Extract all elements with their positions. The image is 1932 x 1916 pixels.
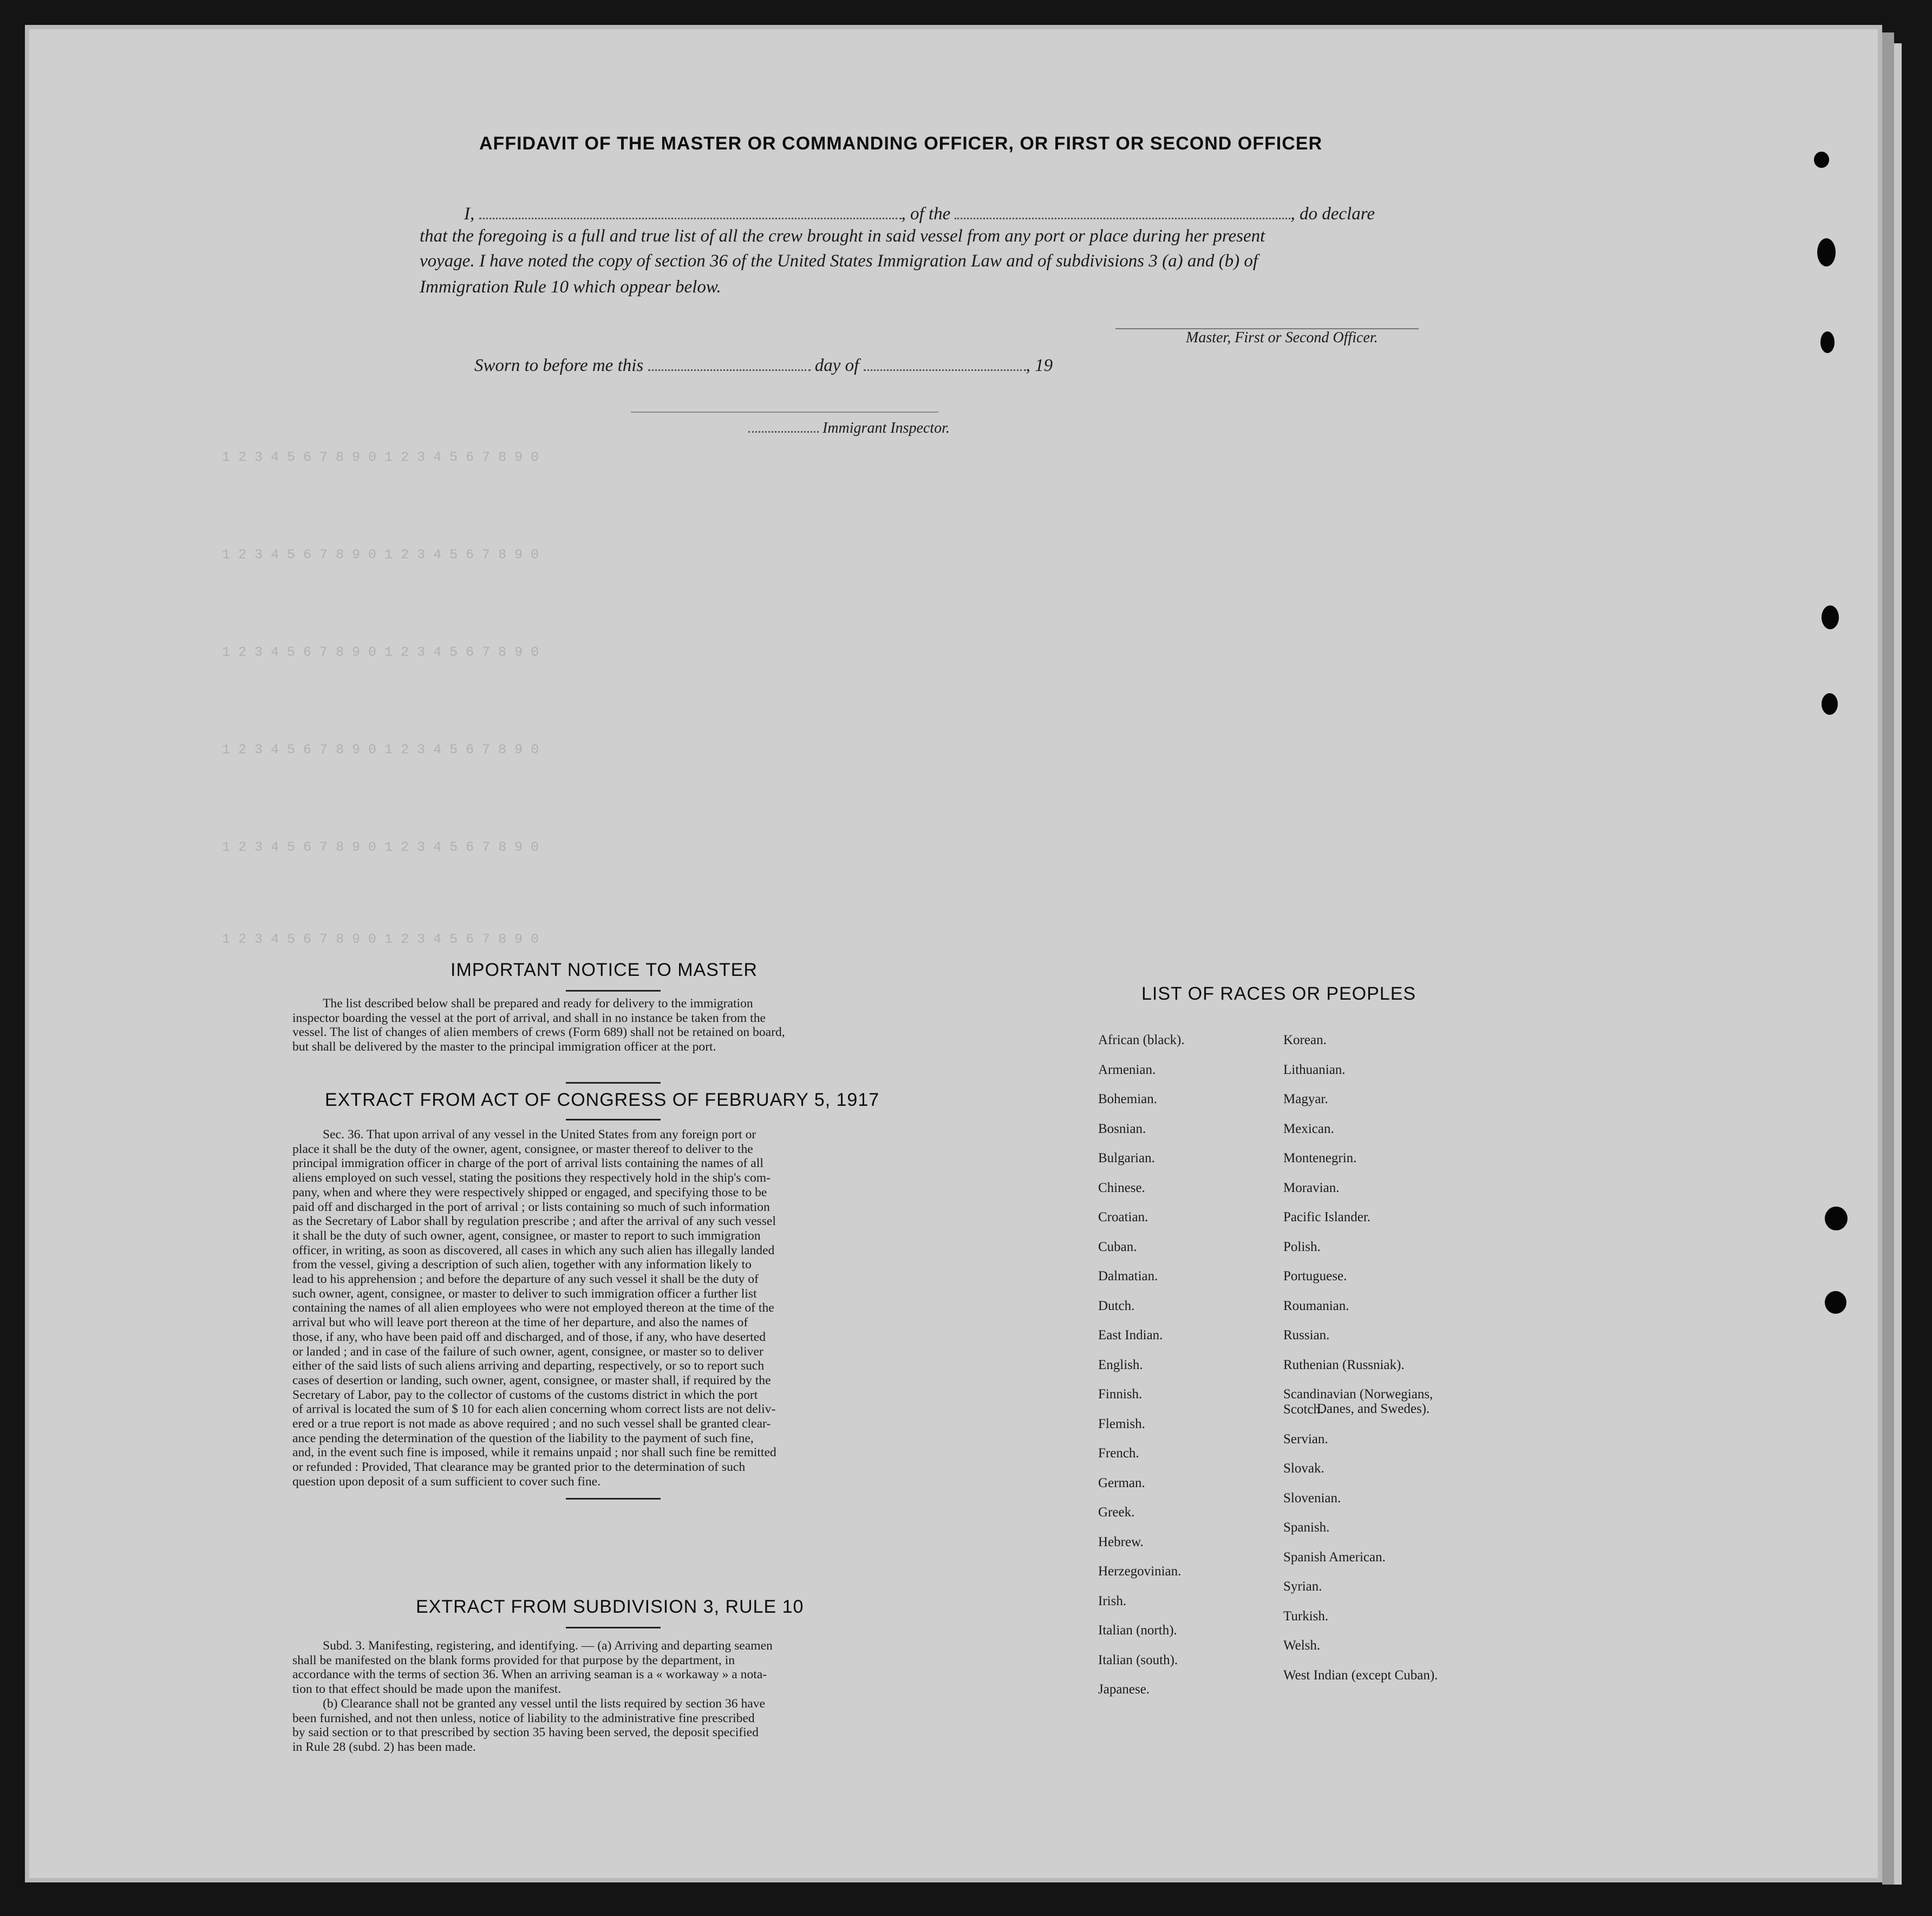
- act-line: Sec. 36. That upon arrival of any vessel in the United States from any foreign port or: [323, 1128, 756, 1142]
- act-line: as the Secretary of Labor shall by regulation prescribe ; and after the arrival of any such vessel: [292, 1214, 776, 1229]
- race-item: Slovenian.: [1283, 1490, 1341, 1506]
- race-item: Irish.: [1098, 1593, 1127, 1608]
- act-line: lead to his apprehension ; and before the departure of any such vessel it shall be the duty of: [292, 1272, 759, 1287]
- act-line: or refunded : Provided, That clearance may be granted prior to the determination of such: [292, 1460, 746, 1475]
- notice-line: but shall be delivered by the master to the principal immigration officer at the port.: [292, 1040, 716, 1054]
- act-line: principal immigration officer in charge of the port of arrival lists containing the names of all: [292, 1156, 763, 1171]
- races-title: LIST OF RACES OR PEOPLES: [1141, 983, 1417, 1004]
- race-item: Spanish.: [1283, 1520, 1330, 1535]
- act-title: EXTRACT FROM ACT OF CONGRESS OF FEBRUARY 5, 1917: [325, 1090, 880, 1110]
- race-item: Montenegrin.: [1283, 1151, 1357, 1165]
- race-item: English.: [1098, 1357, 1143, 1372]
- affidavit-title: AFFIDAVIT OF THE MASTER OR COMMANDING OFFICER, OR FIRST OR SECOND OFFICER: [479, 133, 1322, 154]
- act-line: such owner, agent, consignee, or master to deliver to such immigration officer a further list: [292, 1286, 757, 1301]
- race-item: Korean.: [1283, 1033, 1327, 1047]
- race-item: Dutch.: [1098, 1298, 1135, 1313]
- race-item: Turkish.: [1283, 1608, 1329, 1624]
- race-item: Scandinavian (Norwegians,: [1283, 1387, 1433, 1402]
- inspector-blank: [748, 418, 819, 433]
- notice-rule: [566, 990, 661, 992]
- affidavit-line-4: Immigration Rule 10 which oppear below.: [420, 277, 721, 297]
- race-item: Roumanian.: [1283, 1298, 1349, 1313]
- inspector-line-top: [631, 412, 938, 413]
- race-item: Hebrew.: [1098, 1534, 1144, 1549]
- act-line: either of the said lists of such aliens arriving and departing, respectively, or so to report such: [292, 1359, 765, 1373]
- act-rule-bottom: [566, 1498, 661, 1500]
- page-edge-inner: [1894, 43, 1902, 1885]
- sworn-year: , 19: [1026, 356, 1053, 375]
- act-line: ered or a true report is not made as above required ; and no such vessel shall be granted clear-: [292, 1417, 771, 1431]
- act-line: or landed ; and in case of the failure of such owner, agent, consignee, or master so to deliver: [292, 1344, 763, 1359]
- affidavit-declare: , do declare: [1290, 204, 1375, 224]
- rule-body: [292, 1639, 915, 1755]
- punch-hole: [1825, 1291, 1846, 1314]
- act-line: cases of desertion or landing, such owner, agent, consignee, or master shall, if required by the: [292, 1373, 771, 1387]
- act-line: question upon deposit of a sum sufficient to cover such fine.: [292, 1474, 601, 1489]
- affidavit-line-1: [420, 201, 1444, 224]
- affidavit-of-the: , of the: [901, 204, 951, 224]
- race-item: Portuguese.: [1283, 1269, 1347, 1283]
- race-item: Bohemian.: [1098, 1092, 1158, 1106]
- inspector-label: Immigrant Inspector.: [823, 420, 950, 436]
- punch-hole: [1825, 1207, 1848, 1230]
- race-item-continuation: Danes, and Swedes).: [1317, 1402, 1430, 1416]
- races-column-2: [1283, 1026, 1438, 1690]
- rule-line: Subd. 3. Manifesting, registering, and identifying. — (a) Arriving and departing seamen: [323, 1639, 773, 1653]
- page-edge: [1882, 32, 1894, 1885]
- act-line: and, in the event such fine is imposed, while it remains unpaid ; nor shall such fine be remitted: [292, 1445, 776, 1460]
- act-body: [292, 1128, 915, 1489]
- act-line: it shall be the duty of such owner, agent, consignee, or master to report to such immigration: [292, 1228, 761, 1243]
- act-line: containing the names of all alien employees who were not employed thereon at the time of the: [292, 1301, 774, 1315]
- race-item: Pacific Islander.: [1283, 1210, 1371, 1224]
- race-item: Slovak.: [1283, 1461, 1324, 1476]
- race-item: Ruthenian (Russniak).: [1283, 1357, 1405, 1372]
- affidavit-line-3: voyage. I have noted the copy of section 36 of the United States Immigration Law and of subdivisions 3 (a) and (b) of: [420, 251, 1258, 271]
- act-line: arrival but who will leave port thereon at the time of her departure, and also the names of: [292, 1315, 748, 1330]
- race-item: Mexican.: [1283, 1121, 1334, 1136]
- race-item: Welsh.: [1283, 1638, 1321, 1653]
- punch-hole: [1817, 238, 1836, 266]
- rule-title: EXTRACT FROM SUBDIVISION 3, RULE 10: [416, 1596, 804, 1617]
- notice-title: IMPORTANT NOTICE TO MASTER: [451, 960, 758, 980]
- sworn-line: [474, 353, 1053, 376]
- race-item: Syrian.: [1283, 1579, 1322, 1594]
- race-item: Moravian.: [1283, 1180, 1340, 1195]
- race-item: Japanese.: [1098, 1682, 1150, 1697]
- notice-line: inspector boarding the vessel at the port of arrival, and shall in no instance be taken from the: [292, 1011, 766, 1025]
- act-line: ance pending the determination of the question of the liability to the payment of such fine,: [292, 1431, 754, 1445]
- act-line: pany, when and where they were respectively shipped or engaged, and specifying those to be: [292, 1185, 767, 1200]
- race-item: Polish.: [1283, 1239, 1321, 1254]
- rule-line: (b) Clearance shall not be granted any vessel until the lists required by section 36 have: [323, 1696, 766, 1711]
- race-item: Lithuanian.: [1283, 1062, 1346, 1077]
- punch-hole: [1822, 693, 1838, 715]
- act-line: officer, in writing, as soon as discovered, all cases in which any such alien has illegally landed: [292, 1243, 775, 1257]
- punch-hole: [1820, 331, 1835, 353]
- sworn-prefix: Sworn to before me this: [474, 356, 644, 375]
- races-column-1: [1098, 1026, 1185, 1705]
- sworn-day-blank: [648, 353, 811, 371]
- document-page: [25, 25, 1882, 1882]
- affidavit-i: I,: [464, 204, 475, 224]
- race-item: Armenian.: [1098, 1062, 1156, 1077]
- punch-hole: [1822, 605, 1839, 629]
- race-item: Finnish.: [1098, 1387, 1143, 1402]
- act-line: place it shall be the duty of the owner, agent, consignee, or master thereof to deliver to the: [292, 1142, 753, 1156]
- name-blank: [479, 201, 902, 219]
- master-signature-label: Master, First or Second Officer.: [1186, 329, 1378, 346]
- rule-line: by said section or to that prescribed by section 35 having been served, the deposit specified: [292, 1725, 759, 1740]
- race-item: Scotch.: [1283, 1402, 1324, 1417]
- act-line: from the vessel, giving a description of such alien, together with any information likely to: [292, 1257, 752, 1272]
- rule-line: tion to that effect should be made upon the manifest.: [292, 1682, 562, 1697]
- race-item: Chinese.: [1098, 1180, 1145, 1195]
- vessel-blank: [955, 201, 1290, 219]
- notice-line: The list described below shall be prepared and ready for delivery to the immigration: [323, 996, 753, 1011]
- rule-line: been furnished, and not then unless, notice of liability to the administrative fine prescribed: [292, 1711, 755, 1725]
- punch-hole: [1814, 152, 1829, 168]
- race-item: Croatian.: [1098, 1210, 1148, 1224]
- race-item: Servian.: [1283, 1431, 1328, 1446]
- rule-line: accordance with the terms of section 36. When an arriving seaman is a « workaway » a nota-: [292, 1667, 767, 1682]
- notice-body: [292, 996, 915, 1054]
- act-line: Secretary of Labor, pay to the collector of customs of the customs district in which the port: [292, 1387, 758, 1402]
- sworn-day: day of: [814, 356, 859, 375]
- race-item: West Indian (except Cuban).: [1283, 1667, 1438, 1683]
- act-line: of arrival is located the sum of $ 10 for each alien concerning whom correct lists are not deliv-: [292, 1402, 776, 1417]
- rule-line: shall be manifested on the blank forms provided for that purpose by the department, in: [292, 1653, 735, 1667]
- race-item: African (black).: [1098, 1033, 1185, 1047]
- race-item: East Indian.: [1098, 1328, 1163, 1342]
- race-item: Herzegovinian.: [1098, 1564, 1182, 1579]
- race-item: Greek.: [1098, 1505, 1135, 1520]
- race-item: Spanish American.: [1283, 1549, 1386, 1565]
- race-item: French.: [1098, 1446, 1139, 1461]
- race-item: Italian (north).: [1098, 1623, 1177, 1638]
- race-item: Flemish.: [1098, 1416, 1145, 1431]
- sworn-month-blank: [864, 353, 1026, 371]
- act-line: those, if any, who have been paid off and discharged, and of those, if any, who have deserted: [292, 1330, 766, 1344]
- inspector-line: [748, 418, 950, 437]
- race-item: German.: [1098, 1475, 1145, 1490]
- race-item: Bosnian.: [1098, 1121, 1146, 1136]
- race-item: Italian (south).: [1098, 1652, 1178, 1667]
- rule-line: in Rule 28 (subd. 2) has been made.: [292, 1739, 476, 1754]
- affidavit-line-2: that the foregoing is a full and true list of all the crew brought in said vessel from any port or place during her present: [420, 226, 1265, 246]
- race-item: Russian.: [1283, 1328, 1330, 1342]
- race-item: Bulgarian.: [1098, 1151, 1155, 1165]
- notice-rule-bottom: [566, 1082, 661, 1084]
- race-item: Cuban.: [1098, 1239, 1137, 1254]
- notice-line: vessel. The list of changes of alien members of crews (Form 689) shall not be retained on board,: [292, 1025, 785, 1040]
- rule-rule: [566, 1627, 661, 1628]
- race-item: Dalmatian.: [1098, 1269, 1158, 1283]
- act-line: paid off and discharged in the port of arrival ; or lists containing so much of such information: [292, 1200, 770, 1214]
- act-line: aliens employed on such vessel, stating the positions they respectively hold in the ship's com-: [292, 1171, 771, 1185]
- act-rule: [566, 1119, 661, 1120]
- race-item: Magyar.: [1283, 1092, 1328, 1106]
